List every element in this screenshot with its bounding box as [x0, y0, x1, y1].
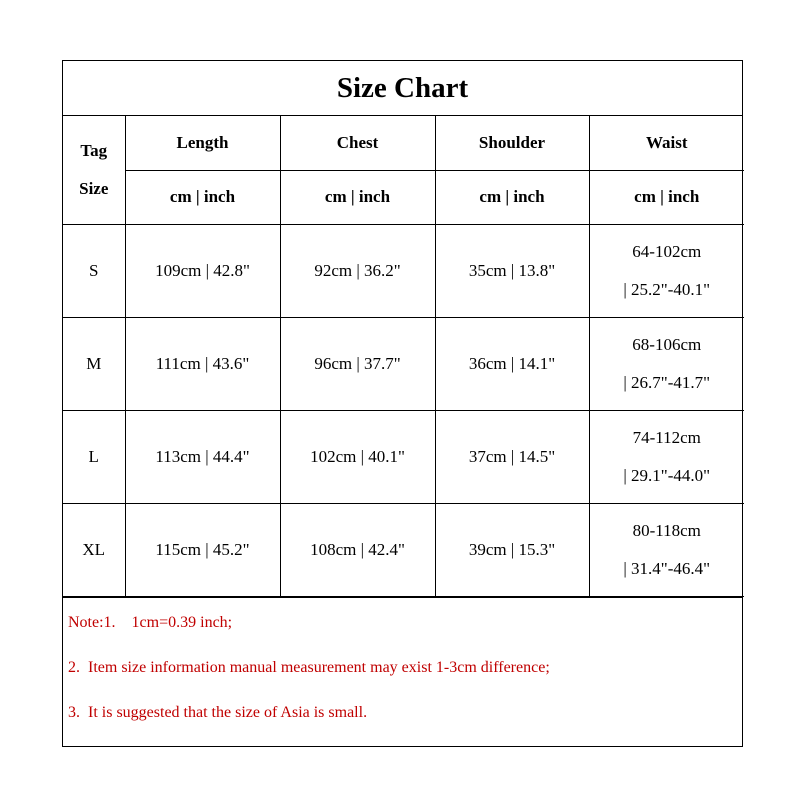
table-row — [63, 503, 744, 596]
shoulder-cell: 37cm | 14.5" — [435, 410, 589, 503]
waist-cm: 68-106cm — [632, 334, 702, 354]
table-row — [63, 410, 744, 503]
waist-unit: cm | inch — [589, 170, 744, 224]
length-unit: cm | inch — [125, 170, 280, 224]
note-line: 2. Item size information manual measurement may exist 1-3cm difference; — [68, 658, 550, 676]
size-cell: S — [63, 224, 125, 317]
waist-inch: | 26.7"-41.7" — [623, 372, 711, 392]
tag-size-header — [63, 116, 125, 224]
size-table — [63, 116, 744, 597]
waist-inch: | 31.4"-46.4" — [623, 558, 711, 578]
length-header: Length — [125, 116, 280, 170]
chest-cell: 102cm | 40.1" — [280, 410, 435, 503]
note-line: Note:1. 1cm=0.39 inch; — [68, 613, 233, 631]
waist-cell — [589, 224, 744, 317]
waist-header: Waist — [589, 116, 744, 170]
length-cell: 115cm | 45.2" — [125, 503, 280, 596]
waist-inch: | 29.1"-44.0" — [623, 465, 711, 485]
chest-cell: 96cm | 37.7" — [280, 317, 435, 410]
size-chart — [62, 60, 743, 747]
size-label: Size — [79, 178, 109, 198]
table-row — [63, 317, 744, 410]
length-cell: 111cm | 43.6" — [125, 317, 280, 410]
size-cell: L — [63, 410, 125, 503]
unit-row — [63, 170, 744, 224]
tag-label: Tag — [80, 140, 108, 160]
shoulder-cell: 35cm | 13.8" — [435, 224, 589, 317]
waist-cell — [589, 410, 744, 503]
shoulder-cell: 36cm | 14.1" — [435, 317, 589, 410]
waist-cm: 80-118cm — [632, 520, 701, 540]
chest-header: Chest — [280, 116, 435, 170]
waist-cm: 64-102cm — [632, 241, 702, 261]
header-row — [63, 116, 744, 170]
shoulder-unit: cm | inch — [435, 170, 589, 224]
chest-cell: 92cm | 36.2" — [280, 224, 435, 317]
size-cell: M — [63, 317, 125, 410]
chest-unit: cm | inch — [280, 170, 435, 224]
size-cell: XL — [63, 503, 125, 596]
length-cell: 113cm | 44.4" — [125, 410, 280, 503]
length-cell: 109cm | 42.8" — [125, 224, 280, 317]
chest-cell: 108cm | 42.4" — [280, 503, 435, 596]
notes-section — [63, 597, 742, 743]
shoulder-header: Shoulder — [435, 116, 589, 170]
waist-inch: | 25.2"-40.1" — [623, 279, 711, 299]
note-line: 3. It is suggested that the size of Asia is small. — [68, 703, 368, 721]
waist-cm: 74-112cm — [632, 427, 701, 447]
title-row — [63, 61, 742, 116]
shoulder-cell: 39cm | 15.3" — [435, 503, 589, 596]
table-row — [63, 224, 744, 317]
chart-title: Size Chart — [336, 71, 469, 104]
waist-cell — [589, 503, 744, 596]
waist-cell — [589, 317, 744, 410]
